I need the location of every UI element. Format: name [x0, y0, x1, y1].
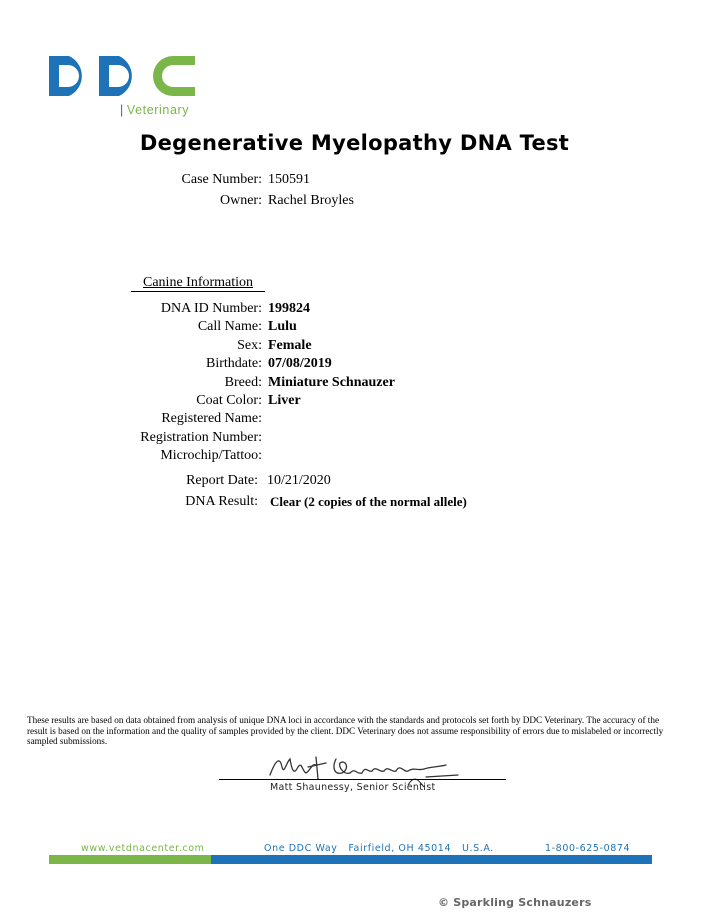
case-number-row: [0, 172, 262, 190]
signatory-name: Matt Shaunessy, Senior Scientist: [270, 782, 436, 793]
logo-letter-c: [153, 56, 195, 96]
canine-field-row: [0, 356, 262, 374]
canine-field-label: Coat Color:: [196, 393, 262, 408]
dna-result-value: Clear (2 copies of the normal allele): [270, 494, 467, 509]
footer-stripe-green: [49, 855, 211, 864]
canine-field-label: Registered Name:: [161, 411, 262, 426]
canine-field-row: [0, 430, 262, 448]
canine-field-label: Call Name:: [197, 319, 262, 334]
canine-field-label: Registration Number:: [140, 430, 262, 445]
logo-letter-d1: [49, 56, 82, 96]
report-date-value: 10/21/2020: [267, 473, 331, 488]
footer-website[interactable]: www.vetdnacenter.com: [81, 843, 205, 854]
canine-field-label: Birthdate:: [206, 356, 262, 371]
section-divider: [131, 291, 265, 292]
dna-result-row: [0, 494, 258, 512]
owner-value: Rachel Broyles: [268, 193, 354, 208]
canine-field-value: Female: [268, 338, 312, 353]
canine-field-row: [0, 411, 262, 429]
canine-field-value: Liver: [268, 393, 301, 408]
footer-phone: 1-800-625-0874: [545, 843, 631, 854]
canine-field-value: Miniature Schnauzer: [268, 375, 395, 390]
owner-row: [0, 193, 262, 211]
canine-field-value: 199824: [268, 301, 310, 316]
canine-field-row: [0, 338, 262, 356]
canine-field-label: Microchip/Tattoo:: [160, 448, 262, 463]
report-date-label: Report Date:: [186, 473, 258, 488]
case-number-value: 150591: [268, 172, 310, 187]
footer-stripe-blue: [211, 855, 652, 864]
page-title: Degenerative Myelopathy DNA Test: [139, 131, 570, 155]
canine-field-label: Breed:: [224, 375, 262, 390]
owner-label: Owner:: [220, 193, 262, 208]
canine-field-row: [0, 448, 262, 466]
watermark-credit: © Sparkling Schnauzers: [438, 896, 592, 909]
canine-field-row: [0, 393, 262, 411]
canine-field-row: [0, 375, 262, 393]
canine-field-value: 07/08/2019: [268, 356, 332, 371]
canine-field-value: Lulu: [268, 319, 297, 334]
canine-field-label: DNA ID Number:: [160, 301, 262, 316]
canine-field-label: Sex:: [237, 338, 262, 353]
logo-subtitle: | Veterinary: [120, 103, 190, 117]
logo-letter-d2: [99, 56, 132, 96]
canine-field-row: [0, 319, 262, 337]
footer-address: One DDC Way Fairfield, OH 45014 U.S.A.: [264, 843, 494, 854]
canine-section-heading: Canine Information: [143, 275, 254, 290]
canine-field-row: [0, 301, 262, 319]
case-number-label: Case Number:: [181, 172, 262, 187]
disclaimer-text: These results are based on data obtained from analysis of unique DNA loci in accordance with the standards and protocols set forth by DDC Veterinary. The accuracy of the result is based on the information and the quality of samples provided by the client. DDC Veterinary does not assume responsibility of errors due to mislabeled or incorrectly sampled submissions.: [27, 715, 664, 747]
signature-line: [219, 779, 506, 780]
report-date-row: [0, 473, 258, 491]
dna-result-label: DNA Result:: [185, 494, 258, 509]
